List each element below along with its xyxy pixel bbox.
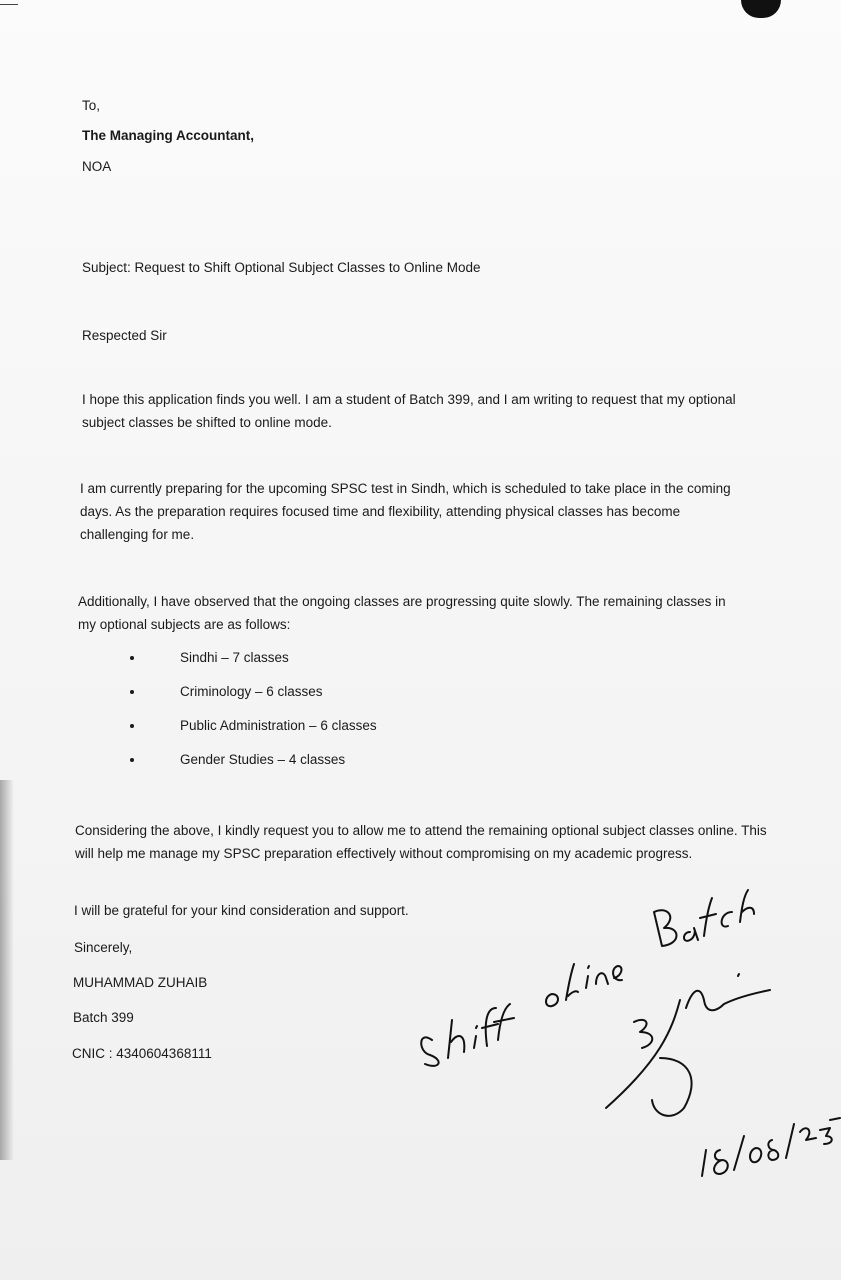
sign-off: Sincerely,: [74, 940, 133, 955]
handwritten-word-online: [546, 964, 622, 1006]
paragraph-intro: I hope this application finds you well. I am a student of Batch 399, and I am writing to request that my optional subject classes be shifted to online mode.: [82, 392, 736, 430]
sender-name: MUHAMMAD ZUHAIB: [73, 975, 208, 990]
list-item-text: Gender Studies – 4 classes: [180, 752, 346, 767]
paragraph-preparation: I am currently preparing for the upcoming SPSC test in Sindh, which is scheduled to take place in the coming days. As the preparation requires focused time and flexibility, attending physical classes has become challenging for me.: [80, 481, 731, 542]
salutation: Respected Sir: [82, 328, 167, 343]
sender-cnic: CNIC : 4340604368111: [72, 1046, 212, 1061]
handwritten-note-text: [420, 1010, 431, 1011]
subject-line: Subject: Request to Shift Optional Subject Classes to Online Mode: [82, 260, 481, 275]
handwritten-word-shift: [421, 1004, 514, 1066]
paragraph-remaining-classes: Additionally, I have observed that the ongoing classes are progressing quite slowly. The remaining classes in my optional subjects are as follows:: [78, 594, 726, 632]
handwritten-date-text: [706, 1150, 711, 1151]
handwritten-word-batch: [654, 890, 754, 946]
list-item-text: Sindhi – 7 classes: [180, 650, 289, 665]
handwritten-date: [702, 1118, 840, 1176]
recipient-org: NOA: [82, 159, 112, 174]
sender-batch: Batch 399: [73, 1010, 134, 1025]
list-item-text: Criminology – 6 classes: [180, 684, 323, 699]
closing-line: I will be grateful for your kind consideration and support.: [74, 903, 409, 918]
handwritten-signature: [606, 974, 770, 1116]
list-item-text: Public Administration – 6 classes: [180, 718, 377, 733]
to-label: To,: [82, 98, 101, 113]
paragraph-request: Considering the above, I kindly request you to allow me to attend the remaining optional subject classes online. This will help me manage my SPSC preparation effectively without compromising on my academic progress.: [75, 823, 767, 861]
recipient-title: The Managing Accountant,: [82, 128, 254, 143]
